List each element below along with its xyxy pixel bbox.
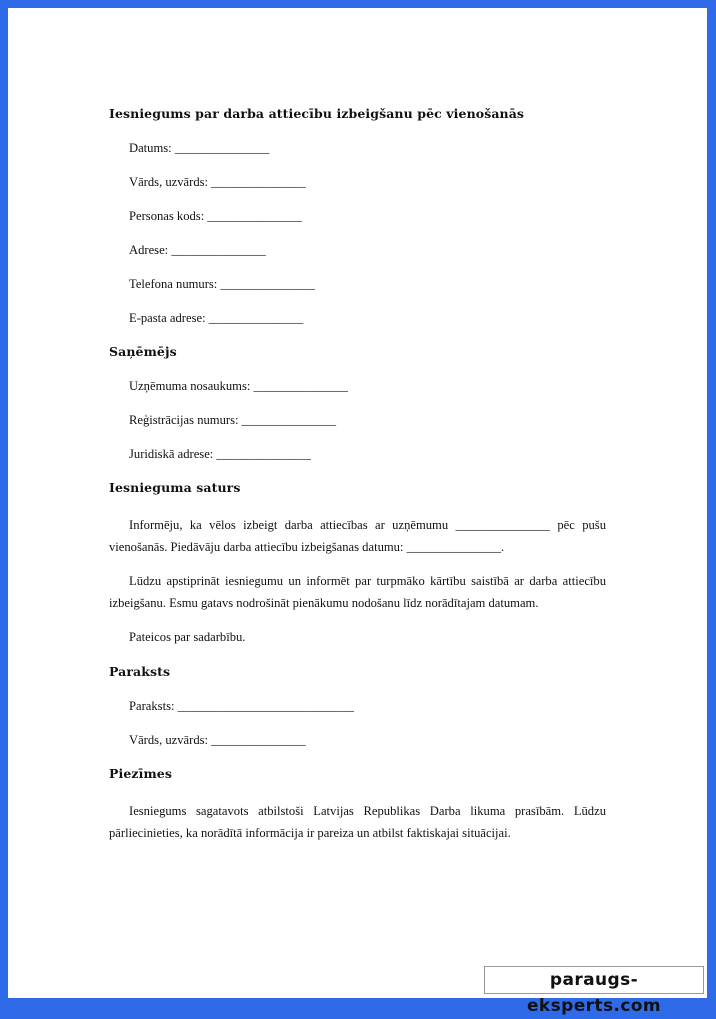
legal-address-field: Juridiskā adrese: _______________ xyxy=(129,447,311,461)
email-field: E-pasta adrese: _______________ xyxy=(129,311,304,325)
signature-heading: Paraksts xyxy=(109,664,171,679)
notes-paragraph: Iesniegums sagatavots atbilstoši Latvijas Republikas Darba likuma prasībām. Lūdzu pārliecinieties, ka norādītā informācija ir pareiza un atbilst faktiskajai situācijai. xyxy=(109,804,606,840)
address-field: Adrese: _______________ xyxy=(129,243,266,257)
signature-field: Paraksts: ____________________________ xyxy=(129,699,354,713)
content-paragraph-3: Pateicos par sadarbību. xyxy=(129,630,246,644)
notes-heading: Piezīmes xyxy=(109,766,172,781)
content-paragraph-2: Lūdzu apstiprināt iesniegumu un informēt par turpmāko kārtību saistībā ar darba attiecību izbeigšanu. Esmu gatavs nodrošināt pienākumu nodošanu līdz norādītajam datumam. xyxy=(109,574,606,610)
personal-code-field: Personas kods: _______________ xyxy=(129,209,302,223)
content-paragraph-1: Informēju, ka vēlos izbeigt darba attiecības ar uzņēmumu _______________ pēc pušu vienošanās. Piedāvāju darba attiecību izbeigšanas datumu: _______________. xyxy=(109,518,606,554)
name-field: Vārds, uzvārds: _______________ xyxy=(129,175,306,189)
document-page xyxy=(8,8,707,998)
recipient-heading: Saņēmējs xyxy=(109,344,177,359)
date-field: Datums: _______________ xyxy=(129,141,270,155)
document-content xyxy=(109,106,606,856)
company-name-field: Uzņēmuma nosaukums: _______________ xyxy=(129,379,348,393)
signature-name-field: Vārds, uzvārds: _______________ xyxy=(129,733,306,747)
phone-field: Telefona numurs: _______________ xyxy=(129,277,315,291)
document-title: Iesniegums par darba attiecību izbeigšanu pēc vienošanās xyxy=(109,106,525,121)
watermark-label: paraugs-eksperts.com xyxy=(484,966,704,994)
content-heading: Iesnieguma saturs xyxy=(109,480,241,495)
registration-number-field: Reģistrācijas numurs: _______________ xyxy=(129,413,337,427)
